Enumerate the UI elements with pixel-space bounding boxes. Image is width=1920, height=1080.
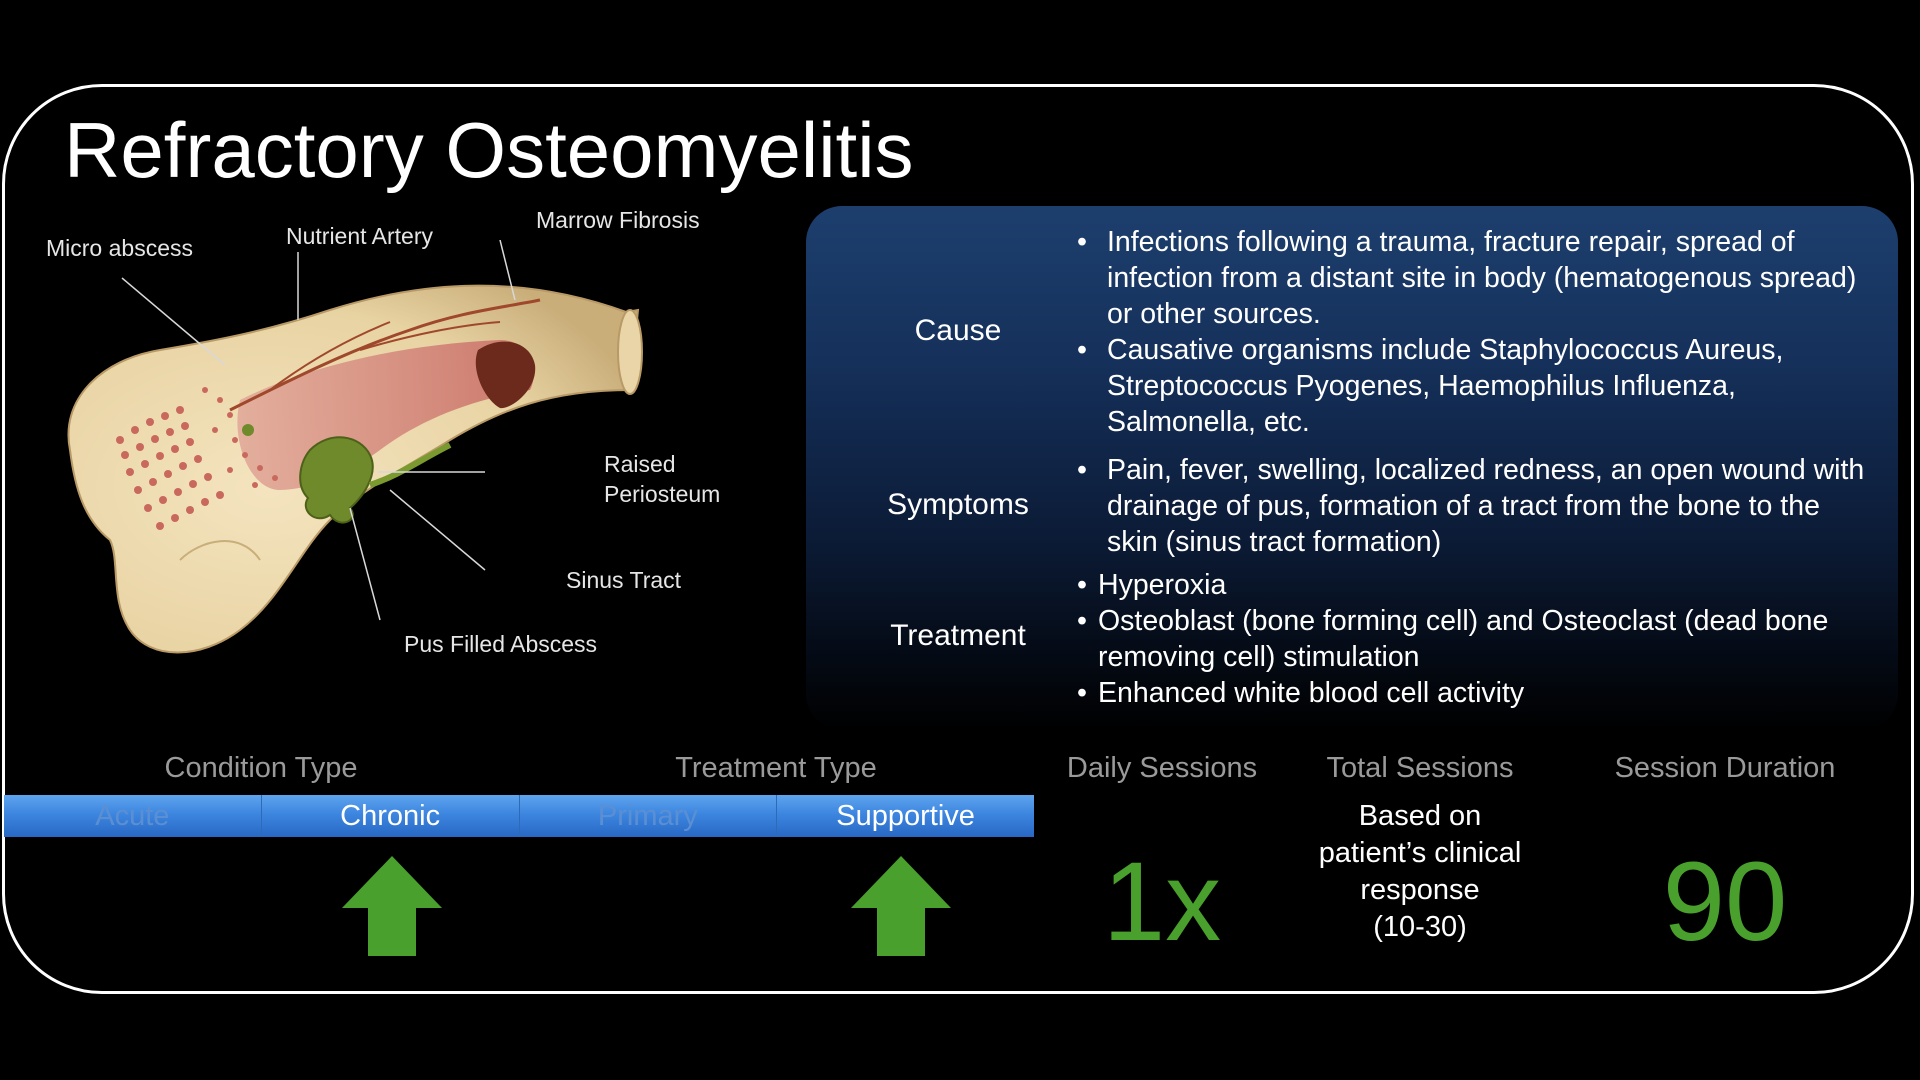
- treatment-item: • Hyperoxia: [1077, 567, 1877, 603]
- symptoms-label: Symptoms: [887, 488, 1029, 521]
- label-nutrient-artery: Nutrient Artery: [286, 223, 433, 249]
- option-acute[interactable]: Acute: [4, 795, 262, 837]
- treatment-label: Treatment: [890, 619, 1026, 652]
- daily-sessions-heading: Daily Sessions: [1066, 752, 1258, 784]
- total-sessions-line: response: [1360, 874, 1480, 906]
- label-periosteum: Periosteum: [604, 481, 721, 507]
- daily-sessions-value: 1x: [1102, 839, 1222, 964]
- slide-title: Refractory Osteomyelitis: [64, 106, 914, 194]
- type-selector-bar: [4, 795, 1034, 837]
- up-arrow-icon: [342, 856, 442, 956]
- treatment-list: [1077, 567, 1877, 711]
- option-primary[interactable]: Primary: [520, 795, 778, 837]
- symptoms-item: • Pain, fever, swelling, localized redness, an open wound with drainage of pus, formation of a tract from the bone to the skin (sinus tract formation): [1077, 452, 1877, 560]
- cause-label: Cause: [914, 314, 1002, 347]
- total-sessions-line: Based on: [1358, 800, 1482, 832]
- condition-type-heading: Condition Type: [164, 752, 358, 784]
- cause-list: [1077, 224, 1877, 440]
- total-sessions-heading: Total Sessions: [1326, 752, 1514, 784]
- session-duration-heading: Session Duration: [1614, 752, 1836, 784]
- total-sessions-value: [1292, 798, 1548, 946]
- option-chronic[interactable]: Chronic: [262, 795, 520, 837]
- label-micro-abscess: Micro abscess: [46, 235, 193, 261]
- symptoms-list: [1077, 452, 1877, 560]
- label-sinus-tract: Sinus Tract: [566, 567, 682, 593]
- treatment-type-heading: Treatment Type: [675, 752, 877, 784]
- label-raised: Raised: [604, 451, 676, 477]
- label-marrow-fibrosis: Marrow Fibrosis: [536, 207, 700, 233]
- abscess-patch: [300, 437, 373, 522]
- up-arrow-icon: [851, 856, 951, 956]
- shaft-cut: [618, 310, 642, 394]
- treatment-item: • Enhanced white blood cell activity: [1077, 675, 1877, 711]
- cause-item: • Causative organisms include Staphylococcus Aureus, Streptococcus Pyogenes, Haemophilus Influenza, Salmonella, etc.: [1077, 332, 1877, 440]
- total-sessions-line: (10-30): [1373, 911, 1467, 943]
- session-duration-value: 90: [1662, 839, 1788, 964]
- option-supportive[interactable]: Supportive: [836, 799, 975, 832]
- bone-diagram: [30, 207, 750, 680]
- cause-item: • Infections following a trauma, fracture repair, spread of infection from a distant site in body (hematogenous spread) or other sources.: [1077, 224, 1877, 332]
- label-pus-filled-abscess: Pus Filled Abscess: [404, 631, 598, 657]
- treatment-item: • Osteoblast (bone forming cell) and Osteoclast (dead bone removing cell) stimulation: [1077, 603, 1877, 675]
- total-sessions-line: patient’s clinical: [1318, 837, 1522, 869]
